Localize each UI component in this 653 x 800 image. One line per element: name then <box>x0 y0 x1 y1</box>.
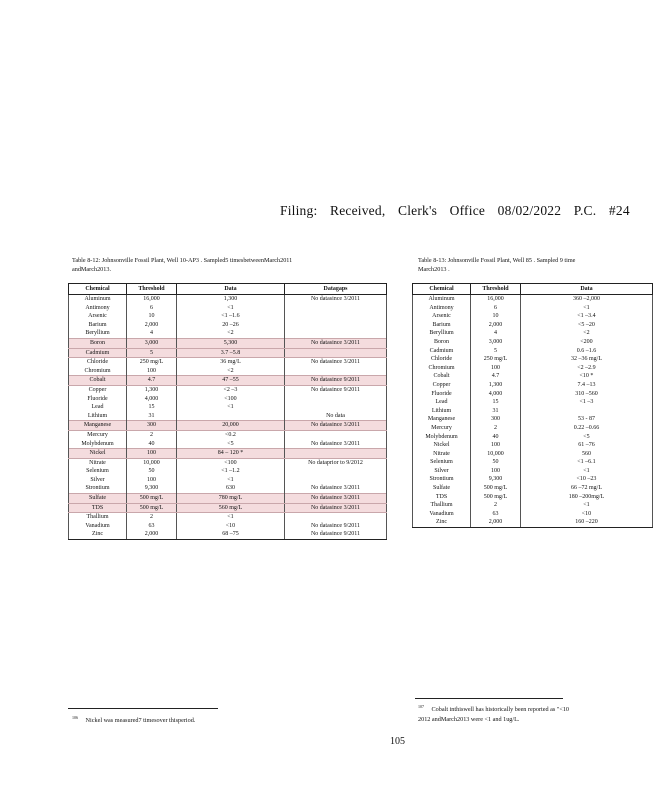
filing-stamp <box>280 203 630 219</box>
cell-thr: 100 <box>127 449 177 459</box>
cell-thr: 50 <box>127 467 177 476</box>
cell-gaps <box>285 476 387 485</box>
cell-gaps: No datasince 3/2011 <box>285 338 387 348</box>
cell-chem: Boron <box>413 338 471 347</box>
cell-data: 20,000 <box>177 421 285 431</box>
cell-data: <10 <box>177 522 285 531</box>
cell-thr: 40 <box>471 433 521 442</box>
cell-thr: 2 <box>471 501 521 510</box>
cell-data: <10 –23 <box>521 475 653 484</box>
cell-thr: 10 <box>127 312 177 321</box>
table-row <box>69 312 387 321</box>
cell-thr: 5 <box>471 347 521 356</box>
table-row <box>69 395 387 404</box>
right-table-body <box>413 295 653 528</box>
cell-chem: Aluminum <box>69 295 127 304</box>
cell-data: 310 –560 <box>521 390 653 399</box>
cell-thr: 50 <box>471 458 521 467</box>
cell-chem: Nitrate <box>69 458 127 467</box>
cell-chem: Silver <box>69 476 127 485</box>
cell-chem: Arsenic <box>69 312 127 321</box>
footnote-marker: 106 <box>72 715 78 720</box>
cell-gaps: No dataprior to 9/2012 <box>285 458 387 467</box>
stamp-word: Received, <box>330 203 386 218</box>
cell-thr: 9,300 <box>127 484 177 493</box>
cell-thr: 2,000 <box>127 530 177 539</box>
cell-chem: Arsenic <box>413 312 471 321</box>
cell-data: <1 –1.6 <box>177 312 285 321</box>
cell-data: <5 <box>177 440 285 449</box>
cell-chem: Thallium <box>413 501 471 510</box>
cell-data: <2 –3 <box>177 385 285 394</box>
left-table-container <box>68 283 388 540</box>
cell-thr: 1,300 <box>127 385 177 394</box>
table-row <box>69 476 387 485</box>
right-header-row <box>413 284 653 295</box>
table-row <box>69 403 387 412</box>
cell-gaps <box>285 395 387 404</box>
cell-chem: Lithium <box>69 412 127 421</box>
cell-gaps: No datasince 3/2011 <box>285 358 387 367</box>
cell-data: 7.4 –13 <box>521 381 653 390</box>
cell-gaps <box>285 312 387 321</box>
cell-chem: Cadmium <box>69 348 127 358</box>
table-row <box>413 398 653 407</box>
cell-thr: 2 <box>471 424 521 433</box>
cell-data: <2 –2.9 <box>521 364 653 373</box>
cell-data: <100 <box>177 458 285 467</box>
cell-chem: Silver <box>413 467 471 476</box>
cell-chem: Sulfate <box>69 494 127 504</box>
cell-thr: 10,000 <box>471 450 521 459</box>
cell-thr: 5 <box>127 348 177 358</box>
cell-thr: 4 <box>127 329 177 338</box>
cell-data <box>177 412 285 421</box>
stamp-word: P.C. <box>573 203 597 218</box>
stamp-word: Office <box>449 203 486 218</box>
cell-chem: Lead <box>69 403 127 412</box>
cell-gaps <box>285 321 387 330</box>
table-row <box>69 367 387 376</box>
cell-data: 47 –55 <box>177 376 285 386</box>
table-row <box>413 475 653 484</box>
cell-thr: 100 <box>127 367 177 376</box>
cell-chem: Chloride <box>69 358 127 367</box>
cell-thr: 1,300 <box>471 381 521 390</box>
cell-data: <10 <box>521 510 653 519</box>
table-row <box>413 338 653 347</box>
cell-data: <1 <box>521 304 653 313</box>
cell-chem: Fluoride <box>413 390 471 399</box>
table-row <box>413 295 653 304</box>
cell-chem: Chromium <box>69 367 127 376</box>
cell-data: 20 –26 <box>177 321 285 330</box>
right-footnote <box>418 702 618 725</box>
cell-thr: 3,000 <box>471 338 521 347</box>
right-data-table <box>412 283 653 528</box>
cell-gaps: No datasince 3/2011 <box>285 494 387 504</box>
cell-thr: 4,000 <box>127 395 177 404</box>
cell-chem: Strontium <box>413 475 471 484</box>
cell-thr: 63 <box>471 510 521 519</box>
cell-data: 36 mg/L <box>177 358 285 367</box>
footnote-marker: 107 <box>418 704 424 709</box>
table-row <box>69 304 387 313</box>
cell-chem: Beryllium <box>413 329 471 338</box>
table-row <box>69 348 387 358</box>
cell-gaps <box>285 304 387 313</box>
cell-gaps <box>285 513 387 522</box>
table-row <box>413 441 653 450</box>
cell-chem: Lead <box>413 398 471 407</box>
cell-gaps: No datasince 3/2011 <box>285 503 387 513</box>
header-threshold: Threshold <box>127 284 177 295</box>
cell-gaps: No datasince 3/2011 <box>285 295 387 304</box>
table-row <box>413 433 653 442</box>
table-row <box>69 376 387 386</box>
cell-data: <100 <box>177 395 285 404</box>
table-row <box>69 522 387 531</box>
cell-chem: Copper <box>69 385 127 394</box>
cell-data: 560 mg/L <box>177 503 285 513</box>
cell-data: <2 <box>177 329 285 338</box>
table-row <box>69 467 387 476</box>
table-row <box>413 381 653 390</box>
cell-thr: 500 mg/L <box>471 484 521 493</box>
cell-gaps <box>285 403 387 412</box>
cell-chem: Selenium <box>69 467 127 476</box>
table-row <box>69 449 387 459</box>
page-number: 105 <box>390 736 405 747</box>
cell-data: <1 –3.4 <box>521 312 653 321</box>
cell-data: <1 <box>521 467 653 476</box>
cell-thr: 500 mg/L <box>127 494 177 504</box>
header-threshold: Threshold <box>471 284 521 295</box>
table-row <box>413 312 653 321</box>
cell-thr: 250 mg/L <box>471 355 521 364</box>
cell-thr: 100 <box>127 476 177 485</box>
cell-thr: 6 <box>471 304 521 313</box>
cell-data <box>521 407 653 416</box>
table-row <box>69 338 387 348</box>
right-table-container <box>412 283 618 528</box>
table-row <box>413 364 653 373</box>
cell-data: 0.22 –0.66 <box>521 424 653 433</box>
cell-gaps: No datasince 9/2011 <box>285 530 387 539</box>
cell-chem: Strontium <box>69 484 127 493</box>
cell-chem: Barium <box>69 321 127 330</box>
table-row <box>413 501 653 510</box>
cell-thr: 6 <box>127 304 177 313</box>
table-row <box>413 321 653 330</box>
cell-data: 53 - 87 <box>521 415 653 424</box>
cell-thr: 500 mg/L <box>127 503 177 513</box>
cell-thr: 500 mg/L <box>471 493 521 502</box>
cell-data: 32 –36 mg/L <box>521 355 653 364</box>
cell-chem: Nickel <box>413 441 471 450</box>
stamp-word: #24 <box>608 203 630 218</box>
cell-thr: 16,000 <box>127 295 177 304</box>
cell-data: 5,300 <box>177 338 285 348</box>
cell-chem: Mercury <box>69 430 127 439</box>
cell-data: 84 – 120 * <box>177 449 285 459</box>
cell-chem: Zinc <box>69 530 127 539</box>
stamp-word: Filing: <box>280 203 318 218</box>
cell-gaps: No datasince 9/2011 <box>285 385 387 394</box>
cell-gaps <box>285 367 387 376</box>
cell-gaps: No datasince 9/2011 <box>285 376 387 386</box>
cell-thr: 100 <box>471 364 521 373</box>
cell-thr: 15 <box>471 398 521 407</box>
cell-chem: Chloride <box>413 355 471 364</box>
cell-data: 68 –75 <box>177 530 285 539</box>
cell-data: <1 <box>177 476 285 485</box>
table-row <box>69 295 387 304</box>
cell-data: <1 <box>521 501 653 510</box>
header-datagaps: Datagaps <box>285 284 387 295</box>
cell-chem: Cadmium <box>413 347 471 356</box>
cell-chem: Nickel <box>69 449 127 459</box>
cell-chem: Beryllium <box>69 329 127 338</box>
cell-data: 0.6 –1.6 <box>521 347 653 356</box>
cell-chem: TDS <box>413 493 471 502</box>
cell-data: 61 –76 <box>521 441 653 450</box>
cell-chem: Aluminum <box>413 295 471 304</box>
right-table-caption <box>418 257 618 274</box>
cell-chem: Molybdenum <box>413 433 471 442</box>
cell-thr: 9,300 <box>471 475 521 484</box>
cell-chem: Vanadium <box>413 510 471 519</box>
cell-chem: Manganese <box>69 421 127 431</box>
cell-chem: TDS <box>69 503 127 513</box>
table-row <box>413 415 653 424</box>
cell-data: 1,300 <box>177 295 285 304</box>
table-row <box>69 494 387 504</box>
cell-thr: 4,000 <box>471 390 521 399</box>
cell-data: 360 –2,000 <box>521 295 653 304</box>
left-data-table <box>68 283 387 540</box>
table-row <box>69 385 387 394</box>
right-caption-line1: Table 8-13: Johnsonville Fossil Plant, Well 85 . Sampled 9 time <box>418 257 576 264</box>
cell-data: 560 <box>521 450 653 459</box>
cell-thr: 300 <box>471 415 521 424</box>
cell-gaps <box>285 449 387 459</box>
cell-thr: 4 <box>471 329 521 338</box>
table-row <box>413 355 653 364</box>
cell-chem: Copper <box>413 381 471 390</box>
table-row <box>413 390 653 399</box>
footnote-text: Nickel was measured7 timesover thisperiod. <box>85 717 196 725</box>
right-footnote-rule <box>415 698 563 699</box>
left-table-body <box>69 295 387 540</box>
cell-thr: 3,000 <box>127 338 177 348</box>
cell-gaps: No datasince 3/2011 <box>285 440 387 449</box>
left-caption-line1: Table 8-12: Johnsonville Fossil Plant, Well 10-AP3 . Sampled5 timesbetweenMarch2011 <box>72 257 293 264</box>
cell-chem: Molybdenum <box>69 440 127 449</box>
cell-data: <1 –6.1 <box>521 458 653 467</box>
table-row <box>413 510 653 519</box>
left-header-row <box>69 284 387 295</box>
cell-thr: 16,000 <box>471 295 521 304</box>
cell-thr: 2,000 <box>471 518 521 527</box>
table-row <box>69 321 387 330</box>
cell-chem: Lithium <box>413 407 471 416</box>
cell-data: <2 <box>177 367 285 376</box>
cell-chem: Mercury <box>413 424 471 433</box>
cell-thr: 31 <box>127 412 177 421</box>
cell-gaps: No datasince 9/2011 <box>285 522 387 531</box>
cell-thr: 100 <box>471 441 521 450</box>
table-row <box>413 424 653 433</box>
cell-thr: 2 <box>127 513 177 522</box>
cell-thr: 40 <box>127 440 177 449</box>
cell-data: <1 <box>177 513 285 522</box>
cell-chem: Antimony <box>413 304 471 313</box>
table-row <box>413 518 653 527</box>
cell-chem: Nitrate <box>413 450 471 459</box>
cell-data: <1 –3 <box>521 398 653 407</box>
cell-data: 780 mg/L <box>177 494 285 504</box>
table-row <box>413 484 653 493</box>
stamp-word: Clerk's <box>397 203 438 218</box>
right-caption-line2: March2013 . <box>418 265 450 273</box>
table-row <box>69 503 387 513</box>
cell-thr: 4.7 <box>127 376 177 386</box>
cell-gaps: No datasince 3/2011 <box>285 421 387 431</box>
cell-thr: 250 mg/L <box>127 358 177 367</box>
cell-data: <10 * <box>521 372 653 381</box>
table-row <box>413 458 653 467</box>
left-caption-line2: andMarch2013. <box>72 265 112 273</box>
cell-thr: 63 <box>127 522 177 531</box>
header-chemical: Chemical <box>413 284 471 295</box>
table-row <box>413 493 653 502</box>
table-row <box>413 450 653 459</box>
cell-chem: Cobalt <box>69 376 127 386</box>
cell-chem: Selenium <box>413 458 471 467</box>
left-footnote <box>72 713 195 726</box>
cell-data: <0.2 <box>177 430 285 439</box>
cell-data: 630 <box>177 484 285 493</box>
cell-chem: Sulfate <box>413 484 471 493</box>
cell-data: 66 –72 mg/L <box>521 484 653 493</box>
cell-data: 160 –220 <box>521 518 653 527</box>
cell-data: <5 <box>521 433 653 442</box>
footnote-text-line1: Cobalt inthiswell has historically been reported as "<10 <box>431 706 570 714</box>
table-row <box>69 513 387 522</box>
table-row <box>413 467 653 476</box>
cell-chem: Manganese <box>413 415 471 424</box>
cell-thr: 2 <box>127 430 177 439</box>
stamp-word: 08/02/2022 <box>497 203 562 218</box>
cell-thr: 4.7 <box>471 372 521 381</box>
table-row <box>69 530 387 539</box>
cell-chem: Zinc <box>413 518 471 527</box>
table-row <box>69 329 387 338</box>
left-table-caption <box>72 257 372 274</box>
cell-chem: Vanadium <box>69 522 127 531</box>
cell-chem: Cobalt <box>413 372 471 381</box>
table-row <box>69 440 387 449</box>
cell-thr: 300 <box>127 421 177 431</box>
cell-gaps <box>285 467 387 476</box>
table-row <box>413 372 653 381</box>
table-row <box>413 347 653 356</box>
header-data: Data <box>177 284 285 295</box>
cell-chem: Boron <box>69 338 127 348</box>
cell-data: <1 –1.2 <box>177 467 285 476</box>
table-row <box>69 358 387 367</box>
cell-gaps <box>285 348 387 358</box>
cell-gaps: No data <box>285 412 387 421</box>
table-row <box>69 421 387 431</box>
table-row <box>69 458 387 467</box>
table-row <box>69 412 387 421</box>
cell-thr: 31 <box>471 407 521 416</box>
cell-data: <200 <box>521 338 653 347</box>
cell-thr: 15 <box>127 403 177 412</box>
cell-chem: Antimony <box>69 304 127 313</box>
cell-data: <5 –20 <box>521 321 653 330</box>
cell-data: <1 <box>177 403 285 412</box>
cell-chem: Thallium <box>69 513 127 522</box>
cell-thr: 100 <box>471 467 521 476</box>
cell-chem: Chromium <box>413 364 471 373</box>
footnote-text-line2: 2012 andMarch2013 were <1 and 1ug/L. <box>418 716 520 724</box>
cell-thr: 2,000 <box>127 321 177 330</box>
table-row <box>69 484 387 493</box>
table-row <box>413 407 653 416</box>
table-row <box>413 304 653 313</box>
header-data: Data <box>521 284 653 295</box>
cell-data: 3.7 –5.8 <box>177 348 285 358</box>
table-row <box>413 329 653 338</box>
cell-data: <1 <box>177 304 285 313</box>
cell-thr: 10,000 <box>127 458 177 467</box>
cell-gaps <box>285 329 387 338</box>
cell-chem: Fluoride <box>69 395 127 404</box>
cell-data: <2 <box>521 329 653 338</box>
cell-chem: Barium <box>413 321 471 330</box>
left-footnote-rule <box>68 708 218 709</box>
cell-thr: 10 <box>471 312 521 321</box>
cell-gaps <box>285 430 387 439</box>
header-chemical: Chemical <box>69 284 127 295</box>
table-row <box>69 430 387 439</box>
cell-data: 180 –200mg/L <box>521 493 653 502</box>
cell-gaps: No datasince 3/2011 <box>285 484 387 493</box>
cell-thr: 2,000 <box>471 321 521 330</box>
